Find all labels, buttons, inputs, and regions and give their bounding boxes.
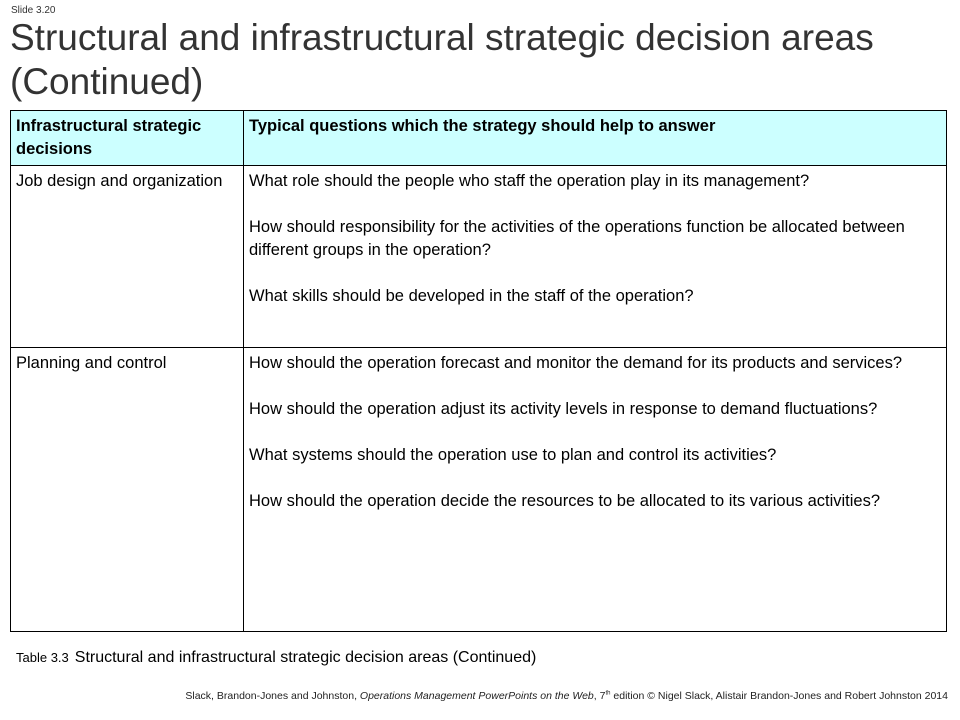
footer-book-title: Operations Management PowerPoints on the Web: [359, 690, 594, 702]
caption-text: Structural and infrastructural strategic decision areas (Continued): [74, 649, 537, 666]
table-header-row: [11, 111, 947, 166]
footer-edition-suffix: th: [605, 690, 611, 697]
table-caption: [16, 648, 536, 668]
footer-authors: Slack, Brandon-Jones and Johnston,: [185, 690, 357, 702]
question-text: What systems should the operation use to plan and control its activities?: [249, 445, 777, 464]
decision-cell: Planning and control: [11, 347, 244, 631]
footer-copyright: edition © Nigel Slack, Alistair Brandon-Jones and Robert Johnston 2014: [610, 690, 948, 702]
question-text: How should the operation forecast and monitor the demand for its products and services?: [249, 353, 903, 372]
slide-number: Slide 3.20: [11, 5, 56, 16]
header-decisions: Infrastructural strategic decisions: [11, 111, 244, 166]
question-text: What role should the people who staff the operation play in its management?: [249, 172, 810, 190]
question-text: How should the operation adjust its activity levels in response to demand fluctuations?: [249, 399, 878, 418]
table-row: [11, 347, 947, 631]
question-text: What skills should be developed in the staff of the operation?: [249, 287, 694, 305]
decisions-table: [10, 110, 947, 632]
footer-edition: , 7: [593, 690, 606, 702]
question-text: How should the operation decide the resources to be allocated to its various activities?: [249, 491, 881, 510]
questions-cell: [244, 166, 947, 348]
slide-title: Structural and infrastructural strategic decision areas (Continued): [10, 17, 874, 102]
caption-label: Table 3.3: [16, 650, 69, 665]
header-questions: Typical questions which the strategy should help to answer: [244, 111, 947, 166]
decision-cell: Job design and organization: [11, 166, 244, 348]
question-text: How should responsibility for the activities of the operations function be allocated between different groups in the operation?: [249, 218, 905, 259]
questions-cell: [244, 347, 947, 631]
footer-credit: [0, 690, 948, 702]
table-row: [11, 166, 947, 348]
